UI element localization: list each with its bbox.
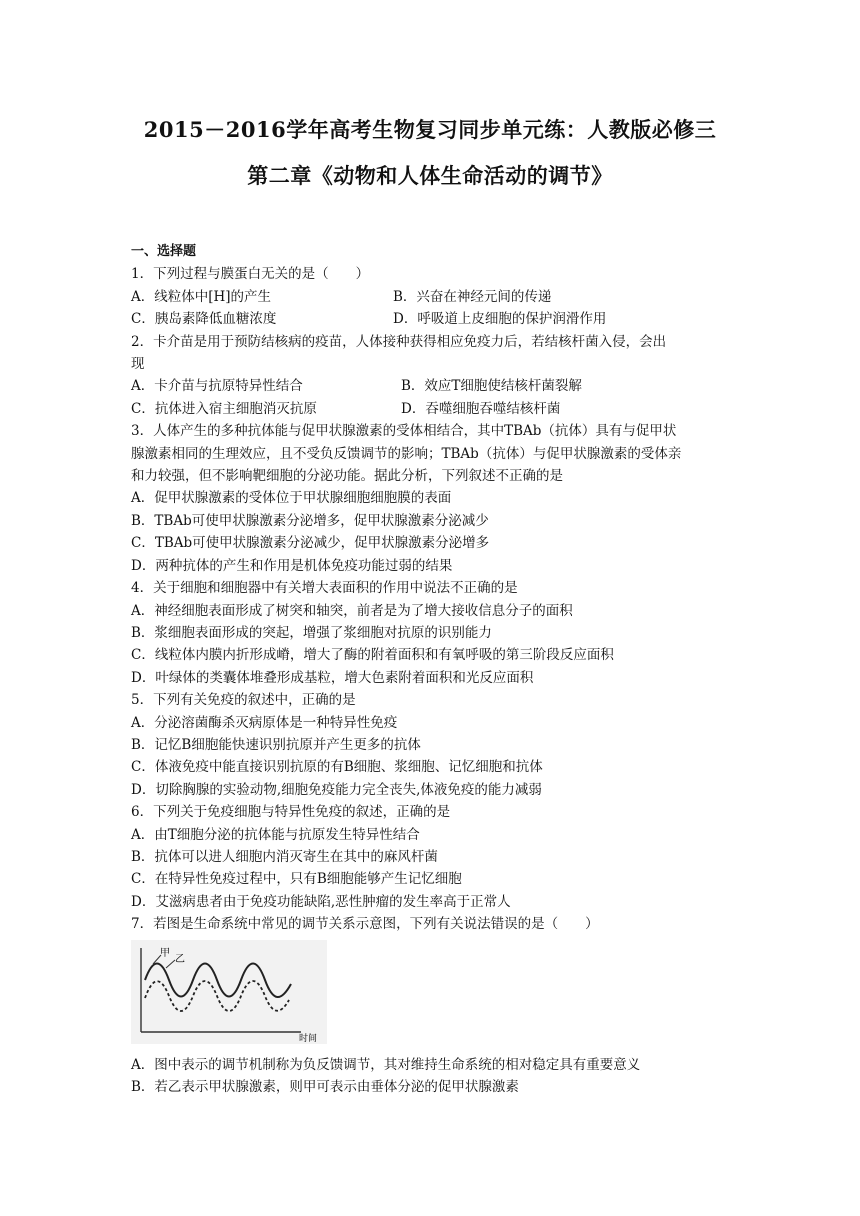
q3-stem-line1: 3．人体产生的多种抗体能与促甲状腺激素的受体相结合，其中TBAb（抗体）具有与促甲状 [131, 423, 677, 440]
q1-stem: 1．下列过程与膜蛋白无关的是（ ） [131, 266, 370, 283]
q4-option-a: A．神经细胞表面形成了树突和轴突，前者是为了增大接收信息分子的面积 [131, 602, 573, 619]
q4-stem: 4．关于细胞和细胞器中有关增大表面积的作用中说法不正确的是 [131, 580, 518, 597]
q5-option-c: C．体液免疫中能直接识别抗原的有B细胞、浆细胞、记忆细胞和抗体 [131, 759, 543, 776]
q3-option-d: D．两种抗体的产生和作用是机体免疫功能过弱的结果 [131, 557, 453, 574]
q7-stem: 7．若图是生命系统中常见的调节关系示意图，下列有关说法错误的是（ ） [131, 916, 599, 933]
label-yi: 乙 [175, 953, 185, 965]
title-line-2: 第二章《动物和人体生命活动的调节》 [247, 163, 613, 188]
q5-option-b: B．记忆B细胞能快速识别抗原并产生更多的抗体 [131, 736, 421, 753]
q6-option-d: D．艾滋病患者由于免疫功能缺陷,恶性肿瘤的发生率高于正常人 [131, 893, 511, 910]
q4-option-c: C．线粒体内膜内折形成嵴，增大了酶的附着面积和有氧呼吸的第三阶段反应面积 [131, 647, 614, 664]
q6-option-a: A．由T细胞分泌的抗体能与抗原发生特异性结合 [131, 826, 420, 843]
q1-option-a: A．线粒体中[H]的产生 [131, 288, 272, 305]
title-line-1: 2015－2016学年高考生物复习同步单元练：人教版必修三 [143, 117, 717, 142]
q1-option-b: B．兴奋在神经元间的传递 [393, 288, 552, 305]
q2-options-cd [131, 398, 731, 420]
q5-option-d: D．切除胸腺的实验动物,细胞免疫能力完全丧失,体液免疫的能力减弱 [131, 781, 542, 798]
q3-stem-line3: 和力较强，但不影响靶细胞的分泌功能。据此分析，下列叙述不正确的是 [131, 468, 563, 485]
q2-stem-line2: 现 [131, 356, 145, 373]
q3-option-b: B．TBAb可使甲状腺激素分泌增多，促甲状腺激素分泌减少 [131, 512, 489, 529]
q2-option-b: B．效应T细胞使结核杆菌裂解 [401, 378, 582, 395]
q1-option-c: C．胰岛素降低血糖浓度 [131, 311, 277, 328]
q3-option-a: A．促甲状腺激素的受体位于甲状腺细胞细胞膜的表面 [131, 490, 452, 507]
q2-option-c: C．抗体进入宿主细胞消灭抗原 [131, 400, 317, 417]
q3-option-c: C．TBAb可使甲状腺激素分泌减少，促甲状腺激素分泌增多 [131, 535, 490, 552]
q7-option-a: A．图中表示的调节机制称为负反馈调节，其对维持生命系统的相对稳定具有重要意义 [131, 1056, 641, 1073]
q6-option-b: B．抗体可以进人细胞内消灭寄生在其中的麻风杆菌 [131, 848, 438, 865]
q1-options-ab [131, 286, 731, 308]
q4-option-b: B．浆细胞表面形成的突起，增强了浆细胞对抗原的识别能力 [131, 624, 492, 641]
q5-stem: 5．下列有关免疫的叙述中，正确的是 [131, 692, 356, 709]
q6-option-c: C．在特异性免疫过程中，只有B细胞能够产生记忆细胞 [131, 871, 462, 888]
regulation-curve-figure [131, 940, 331, 1044]
q2-option-a: A．卡介苗与抗原特异性结合 [131, 378, 303, 395]
q7-option-b: B．若乙表示甲状腺激素，则甲可表示由垂体分泌的促甲状腺激素 [131, 1079, 519, 1095]
q1-option-d: D．呼吸道上皮细胞的保护润滑作用 [393, 311, 607, 328]
label-jia: 甲 [160, 947, 170, 959]
q6-stem: 6．下列关于免疫细胞与特异性免疫的叙述，正确的是 [131, 804, 451, 821]
section-heading: 一、选择题 [131, 244, 197, 259]
q2-stem-line1: 2．卡介苗是用于预防结核病的疫苗，人体接种获得相应免疫力后，若结核杆菌入侵，会出 [131, 333, 667, 350]
q2-option-d: D．吞噬细胞吞噬结核杆菌 [401, 400, 561, 417]
q7-figure [131, 940, 731, 1048]
q4-option-d: D．叶绿体的类囊体堆叠形成基粒，增大色素附着面积和光反应面积 [131, 669, 534, 686]
q2-options-ab [131, 375, 731, 397]
q1-options-cd [131, 308, 731, 330]
q5-option-a: A．分泌溶菌酶杀灭病原体是一种特异性免疫 [131, 714, 398, 731]
q3-stem-line2: 腺激素相同的生理效应，且不受负反馈调节的影响；TBAb（抗体）与促甲状腺激素的受体亲 [131, 445, 682, 462]
question-list [131, 241, 731, 1098]
label-time: 时间 [299, 1033, 318, 1044]
